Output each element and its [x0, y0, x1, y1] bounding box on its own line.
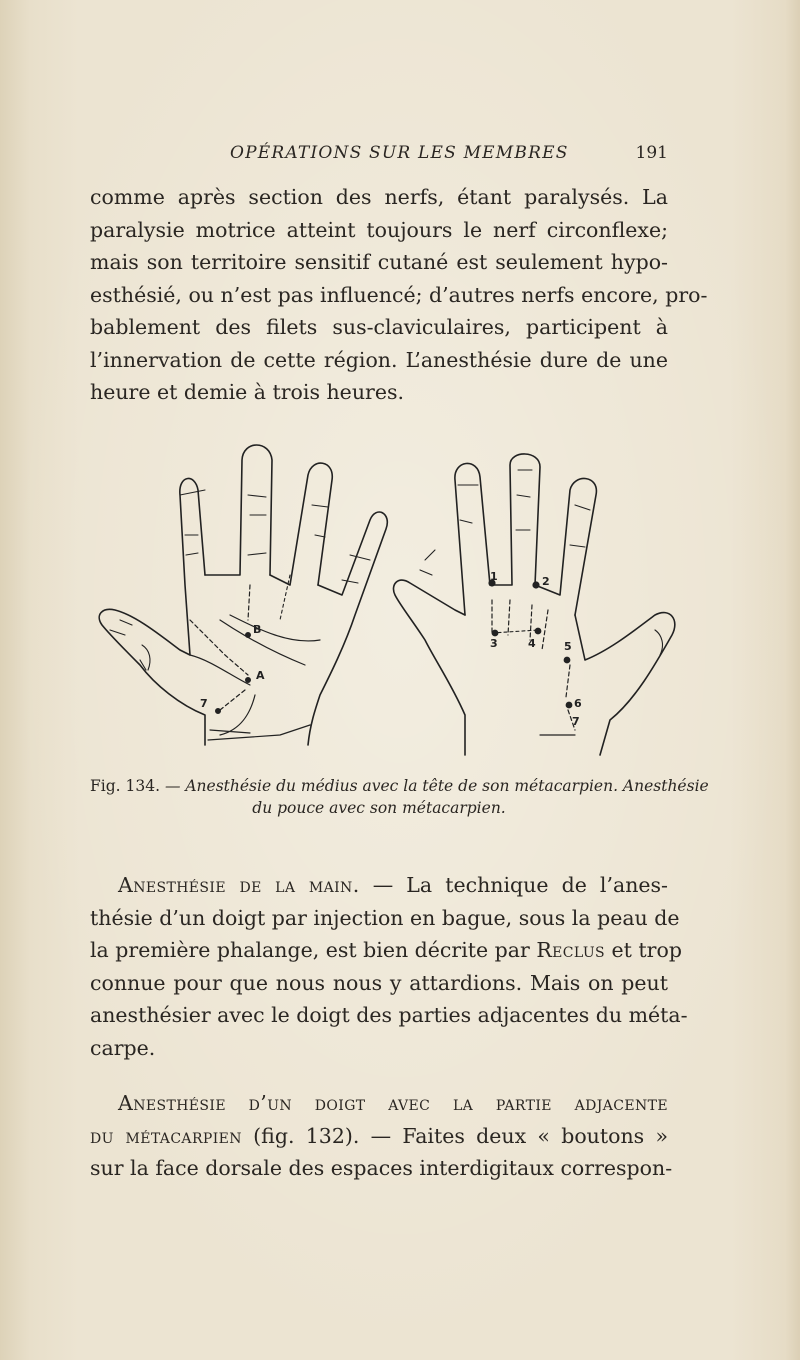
hands-drawing — [80, 435, 700, 765]
page-number: 191 — [635, 143, 668, 163]
running-title: OPÉRATIONS SUR LES MEMBRES — [230, 143, 569, 163]
text-line: carpe. — [90, 1035, 156, 1060]
label-a: A — [256, 669, 265, 682]
text-line: Anesthésie de la main. — La technique de l’anes- — [118, 873, 668, 897]
text-line: esthésié, ou n’est pas influencé; d’autres nerfs encore, pro- — [90, 282, 708, 307]
text-line: l’innervation de cette région. L’anesthésie dure de une — [90, 347, 668, 372]
text-line: la première phalange, est bien décrite par Reclus et trop — [90, 938, 682, 962]
author-name: Reclus — [536, 938, 606, 962]
label-5: 5 — [564, 640, 572, 653]
text-line: heure et demie à trois heures. — [90, 380, 404, 404]
left-hand-palm-drawing — [99, 445, 387, 745]
label-1: 1 — [490, 570, 498, 583]
figure-labels — [200, 570, 582, 728]
figure-caption — [90, 775, 709, 819]
paragraph-continued — [90, 181, 708, 409]
label-3: 3 — [490, 637, 498, 650]
hand-illustration-figure — [80, 435, 700, 765]
caption-line — [90, 775, 709, 797]
figure-number: Fig. 134. — [90, 777, 160, 795]
label-6: 6 — [574, 697, 582, 710]
label-7-left: 7 — [200, 697, 208, 710]
text-line: connue pour que nous nous y attardions. Mais on peut — [90, 970, 668, 995]
right-hand-dorsum-drawing — [393, 454, 674, 755]
page-header — [100, 143, 670, 171]
text-line: thésie d’un doigt par injection en bague, sous la peau de — [90, 905, 680, 930]
section-heading: Anesthésie d’un doigt avec la partie adjacente — [118, 1091, 668, 1115]
section-anesthesie-doigt — [90, 1087, 673, 1185]
label-b: B — [253, 623, 262, 636]
text-line: du métacarpien (fig. 132). — Faites deux « boutons » — [90, 1123, 668, 1148]
section-anesthesie-main — [90, 869, 688, 1064]
text-line: mais son territoire sensitif cutané est seulement hypo- — [90, 250, 668, 274]
section-heading-continued: du métacarpien — [90, 1123, 242, 1148]
label-2: 2 — [542, 575, 550, 588]
caption-line: du pouce avec son métacarpien. — [252, 799, 506, 817]
label-7-right: 7 — [572, 715, 580, 728]
text-line: comme après section des nerfs, étant paralysés. La — [90, 185, 668, 209]
text-line: anesthésier avec le doigt des parties adjacentes du méta- — [90, 1003, 688, 1027]
section-heading: Anesthésie de la main. — [118, 873, 360, 897]
caption-text: — Anesthésie du médius avec la tête de son métacarpien. Anesthésie — [164, 777, 709, 795]
text-line: paralysie motrice atteint toujours le nerf circonflexe; — [90, 217, 668, 242]
text-line: sur la face dorsale des espaces interdigitaux correspon- — [90, 1156, 673, 1180]
label-4: 4 — [528, 637, 536, 650]
text-line: bablement des filets sus-claviculaires, participent à — [90, 315, 668, 339]
